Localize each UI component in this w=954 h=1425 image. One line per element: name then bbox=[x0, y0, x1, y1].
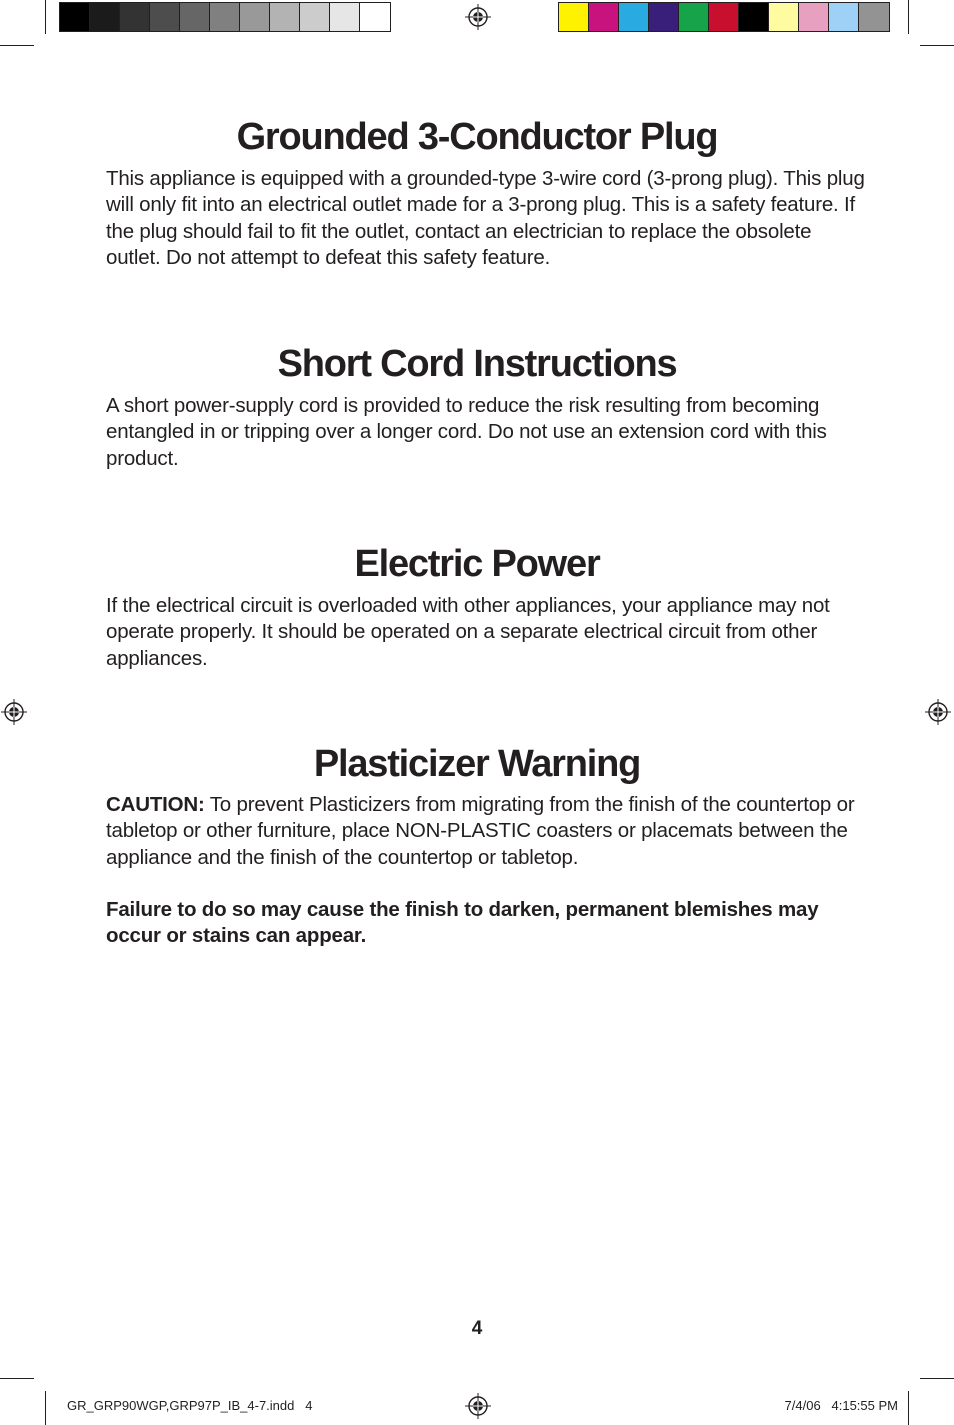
crop-mark bbox=[908, 0, 909, 34]
section-body-grounded-plug: This appliance is equipped with a grounded-type 3-wire cord (3-prong plug). This plug will only fit into an electrical outlet made for a 3-prong plug. This is a safety feature. If the plug should fail to fit the outlet, contact an electrician to replace the obsolete outlet. Do not attempt to defeat this safety feature. bbox=[106, 167, 865, 270]
section-title-electric-power: Electric Power bbox=[354, 543, 600, 585]
color-swatch bbox=[120, 3, 150, 31]
color-swatch bbox=[360, 3, 390, 31]
crop-mark bbox=[0, 1378, 34, 1379]
color-swatch bbox=[859, 3, 889, 31]
color-swatch bbox=[709, 3, 739, 31]
crop-mark bbox=[0, 45, 34, 46]
section-title-plasticizer-warning: Plasticizer Warning bbox=[313, 743, 641, 785]
color-swatch bbox=[210, 3, 240, 31]
color-swatch bbox=[300, 3, 330, 31]
crop-mark bbox=[920, 45, 954, 46]
registration-mark-icon bbox=[465, 1393, 491, 1419]
color-swatch bbox=[739, 3, 769, 31]
slug-timestamp: 7/4/06 4:15:55 PM bbox=[784, 1398, 898, 1413]
registration-mark-icon bbox=[925, 699, 951, 725]
color-swatch bbox=[330, 3, 360, 31]
crop-mark bbox=[45, 1391, 46, 1425]
crop-mark bbox=[908, 1391, 909, 1425]
color-swatch bbox=[60, 3, 90, 31]
color-swatch bbox=[240, 3, 270, 31]
color-swatch bbox=[90, 3, 120, 31]
section-title-grounded-plug: Grounded 3-Conductor Plug bbox=[236, 116, 718, 158]
registration-mark-icon bbox=[1, 699, 27, 725]
grayscale-color-bar bbox=[59, 2, 391, 32]
color-swatch bbox=[799, 3, 829, 31]
section-body-plasticizer-warning bbox=[106, 792, 866, 871]
color-swatch bbox=[589, 3, 619, 31]
caution-label: CAUTION: bbox=[106, 793, 205, 816]
page-number: 4 bbox=[471, 1318, 483, 1339]
color-swatch bbox=[679, 3, 709, 31]
color-swatch bbox=[619, 3, 649, 31]
registration-mark-icon bbox=[465, 4, 491, 30]
section-body-electric-power: If the electrical circuit is overloaded with other appliances, your appliance may not operate properly. It should be operated on a separate electrical circuit from other appliances. bbox=[106, 594, 830, 670]
color-swatch bbox=[829, 3, 859, 31]
slug-file-name: GR_GRP90WGP,GRP97P_IB_4-7.indd 4 bbox=[67, 1398, 313, 1413]
warning-text: Failure to do so may cause the finish to darken, permanent blemishes may occur or stains can appear. bbox=[106, 898, 819, 948]
caution-text: To prevent Plasticizers from migrating from the finish of the countertop or tabletop or other furniture, place NON-PLASTIC coasters or placemats between the appliance and the finish of the countertop or tabletop. bbox=[106, 793, 855, 869]
color-swatch bbox=[769, 3, 799, 31]
section-body-short-cord: A short power-supply cord is provided to reduce the risk resulting from becoming entangled in or tripping over a longer cord. Do not use an extension cord with this product. bbox=[106, 394, 827, 470]
color-swatch bbox=[180, 3, 210, 31]
color-swatch bbox=[649, 3, 679, 31]
process-color-bar bbox=[558, 2, 890, 32]
plasticizer-warning-note bbox=[106, 897, 866, 950]
color-swatch bbox=[559, 3, 589, 31]
color-swatch bbox=[150, 3, 180, 31]
crop-mark bbox=[45, 0, 46, 34]
crop-mark bbox=[920, 1378, 954, 1379]
section-title-short-cord: Short Cord Instructions bbox=[277, 343, 677, 385]
color-swatch bbox=[270, 3, 300, 31]
